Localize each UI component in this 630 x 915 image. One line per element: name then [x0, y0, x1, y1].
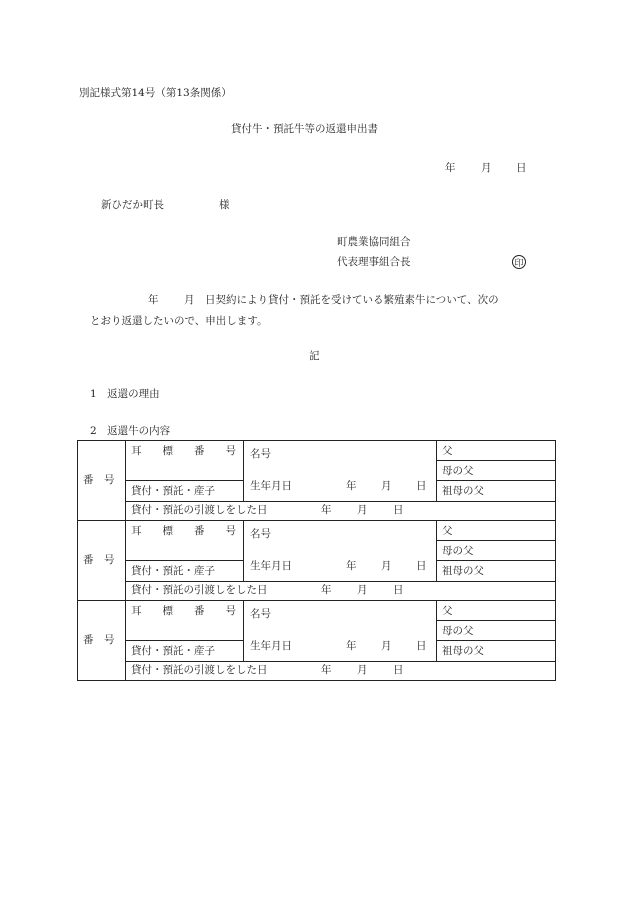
handover-label: 貸付・預託の引渡しをした日 [131, 664, 268, 676]
section-reason: 1 返還の理由 [90, 388, 160, 400]
addressee-honorific: 様 [219, 199, 230, 211]
father-label: 父 [442, 525, 453, 537]
name-label: 名号 [250, 528, 271, 540]
ear-tag-label: 耳 標 番 号 [131, 605, 236, 617]
handover-month: 月 [357, 504, 368, 516]
mother-father-label: 母の父 [442, 465, 474, 477]
birth-year: 年 [346, 560, 357, 572]
birth-month: 月 [381, 640, 392, 652]
birth-day: 日 [416, 480, 427, 492]
handover-month: 月 [357, 664, 368, 676]
birth-date-label: 生年月日 [250, 560, 292, 572]
handover-label: 貸付・預託の引渡しをした日 [131, 584, 268, 596]
loan-calf-label: 貸付・預託・産子 [131, 565, 215, 577]
document-title: 貸付牛・預託牛等の返還申出書 [231, 123, 378, 135]
loan-calf-label: 貸付・預託・産子 [131, 645, 215, 657]
handover-year: 年 [321, 664, 332, 676]
body-year: 年 [148, 294, 159, 306]
applicant-org: 町農業協同組合 [337, 236, 411, 248]
father-label: 父 [442, 445, 453, 457]
birth-date-label: 生年月日 [250, 480, 292, 492]
body-month: 月 [184, 294, 195, 306]
birth-month: 月 [381, 560, 392, 572]
birth-day: 日 [416, 560, 427, 572]
handover-year: 年 [321, 584, 332, 596]
body-line2: とおり返還したいので、申出します。 [90, 315, 268, 327]
handover-month: 月 [357, 584, 368, 596]
number-label: 番 号 [83, 634, 115, 646]
body-line1: 日契約により貸付・預託を受けている繁殖素牛について、次の [205, 294, 499, 306]
number-label: 番 号 [83, 554, 115, 566]
grandmother-father-label: 祖母の父 [442, 485, 484, 497]
handover-day: 日 [393, 664, 404, 676]
date-month: 月 [481, 162, 492, 174]
birth-date-label: 生年月日 [250, 640, 292, 652]
form-number: 別記様式第14号（第13条関係） [79, 87, 232, 99]
mother-father-label: 母の父 [442, 625, 474, 637]
date-year: 年 [445, 162, 456, 174]
grandmother-father-label: 祖母の父 [442, 645, 484, 657]
loan-calf-label: 貸付・預託・産子 [131, 485, 215, 497]
birth-month: 月 [381, 480, 392, 492]
section-contents: 2 返還牛の内容 [90, 425, 171, 437]
applicant-rep: 代表理事組合長 [337, 256, 411, 268]
name-label: 名号 [250, 448, 271, 460]
birth-year: 年 [346, 480, 357, 492]
ear-tag-label: 耳 標 番 号 [131, 445, 236, 457]
birth-year: 年 [346, 640, 357, 652]
handover-day: 日 [393, 504, 404, 516]
handover-day: 日 [393, 584, 404, 596]
father-label: 父 [442, 605, 453, 617]
name-label: 名号 [250, 608, 271, 620]
grandmother-father-label: 祖母の父 [442, 565, 484, 577]
seal-icon: 印 [512, 255, 526, 269]
ki-label: 記 [309, 350, 320, 362]
mother-father-label: 母の父 [442, 545, 474, 557]
handover-label: 貸付・預託の引渡しをした日 [131, 504, 268, 516]
addressee-name: 新ひだか町長 [101, 199, 164, 211]
handover-year: 年 [321, 504, 332, 516]
date-day: 日 [516, 162, 527, 174]
ear-tag-label: 耳 標 番 号 [131, 525, 236, 537]
birth-day: 日 [416, 640, 427, 652]
number-label: 番 号 [83, 474, 115, 486]
